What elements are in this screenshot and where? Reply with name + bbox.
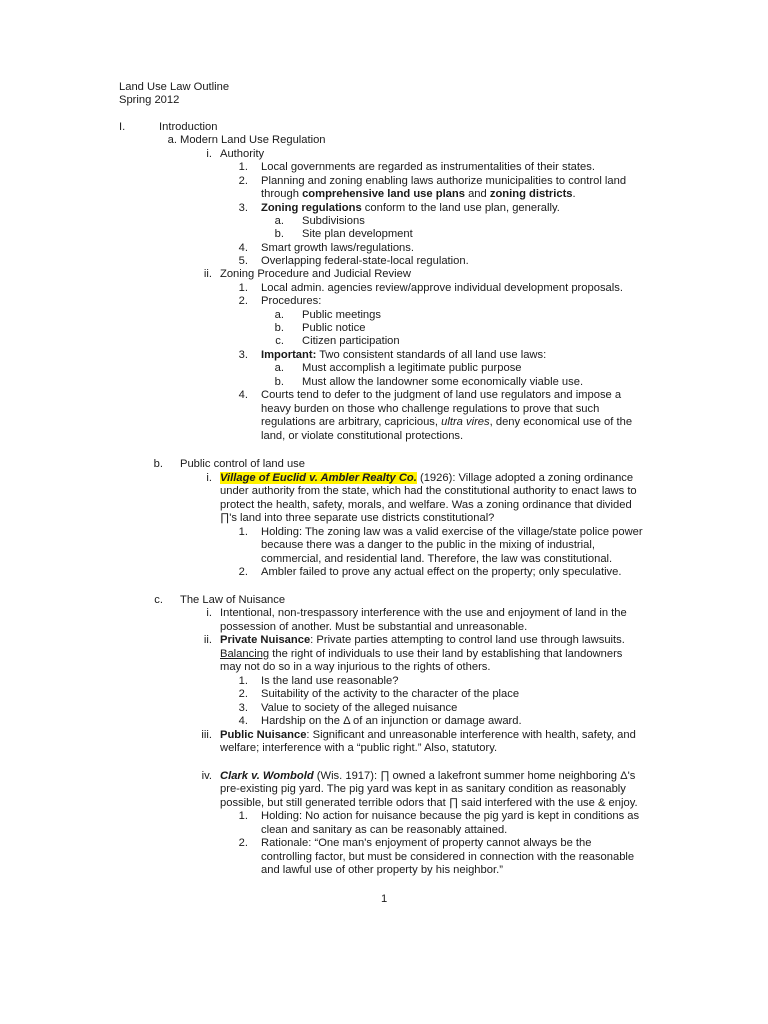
outline-marker: I. [119, 121, 126, 133]
outline-item-continued: through comprehensive land use plans and zoning districts. [261, 188, 576, 200]
outline-marker: c. [275, 335, 284, 347]
subsection-heading: The Law of Nuisance [180, 594, 286, 606]
outline-marker: 1. [238, 526, 248, 538]
outline-marker: 4. [238, 242, 248, 254]
outline-marker: 3. [238, 202, 248, 214]
outline-item-continued: protect the health, safety, morals, and welfare. Was a zoning ordinance that divided [220, 499, 632, 511]
highlighted-case-name: Village of Euclid v. Ambler Realty Co. [220, 472, 417, 484]
outline-item-continued: possible, but still generated terrible odors that ∏ said interfered with the use & enjoy. [220, 797, 638, 809]
outline-item-continued: because there was a danger to the public in the mixing of industrial, [261, 539, 595, 551]
outline-item: Site plan development [302, 228, 413, 240]
outline-marker: 1. [238, 282, 248, 294]
outline-item: Value to society of the alleged nuisance [261, 702, 458, 714]
page-number: 1 [381, 893, 388, 905]
outline-item: Holding: The zoning law was a valid exercise of the village/state police power [261, 526, 643, 538]
outline-marker: a. [274, 215, 284, 227]
outline-item: Zoning regulations conform to the land use plan, generally. [261, 202, 560, 214]
outline-marker: 2. [238, 837, 248, 849]
outline-item-continued: clean and sanitary as can be reasonably attained. [261, 824, 508, 836]
outline-item: Courts tend to defer to the judgment of land use regulators and impose a [261, 389, 622, 401]
outline-marker: i. [206, 148, 212, 160]
subsection-heading: Modern Land Use Regulation [180, 134, 326, 146]
outline-marker: a. [274, 362, 284, 374]
outline-item-continued: welfare; interference with a “public right.” Also, statutory. [220, 742, 498, 754]
outline-marker: 2. [238, 566, 248, 578]
outline-marker: b. [274, 322, 284, 334]
outline-marker: ii. [203, 268, 212, 280]
outline-item: Must accomplish a legitimate public purpose [302, 362, 522, 374]
outline-marker: 1. [238, 161, 248, 173]
outline-item: Public Nuisance: Significant and unreasonable interference with health, safety, and [220, 729, 636, 741]
outline-marker: iv. [201, 770, 212, 782]
outline-item: Planning and zoning enabling laws authorize municipalities to control land [261, 175, 627, 187]
outline-marker: i. [206, 472, 212, 484]
outline-item: Subdivisions [302, 215, 365, 227]
outline-marker: 4. [238, 389, 248, 401]
outline-marker: 2. [238, 295, 248, 307]
outline-item: Important: Two consistent standards of all land use laws: [261, 349, 547, 361]
outline-marker: 4. [238, 715, 248, 727]
outline-heading: Authority [220, 148, 265, 160]
outline-item: Holding: No action for nuisance because the pig yard is kept in conditions as [261, 810, 640, 822]
outline-item-continued: may not do so in a way injurious to the rights of others. [220, 661, 491, 673]
outline-item-continued: heavy burden on those who challenge regulations to prove that such [261, 403, 600, 415]
outline-item: Village of Euclid v. Ambler Realty Co. (1926): Village adopted a zoning ordinance [220, 472, 634, 484]
outline-item: Local governments are regarded as instrumentalities of their states. [261, 161, 595, 173]
outline-item: Procedures: [261, 295, 322, 307]
document-term: Spring 2012 [119, 94, 180, 106]
outline-marker: 5. [238, 255, 248, 267]
outline-item: Private Nuisance: Private parties attempting to control land use through lawsuits. [220, 634, 625, 646]
case-name: Clark v. Wombold [220, 770, 314, 782]
outline-marker: a. [274, 309, 284, 321]
outline-item: Citizen participation [302, 335, 400, 347]
outline-heading: Zoning Procedure and Judicial Review [220, 268, 411, 280]
outline-item: Smart growth laws/regulations. [261, 242, 414, 254]
outline-marker: 1. [238, 675, 248, 687]
subsection-heading: Public control of land use [180, 458, 306, 470]
outline-item-continued: land, or violate constitutional protections. [261, 430, 464, 442]
outline-marker: b. [274, 228, 284, 240]
outline-item: Public meetings [302, 309, 381, 321]
outline-item: Must allow the landowner some economically viable use. [302, 376, 584, 388]
outline-item: Public notice [302, 322, 366, 334]
outline-item-continued: under authority from the state, which had the constitutional authority to enact laws to [220, 485, 637, 497]
outline-item: Ambler failed to prove any actual effect on the property; only speculative. [261, 566, 622, 578]
outline-item: Suitability of the activity to the character of the place [261, 688, 520, 700]
outline-item: Rationale: “One man's enjoyment of property cannot always be the [261, 837, 592, 849]
outline-item: Local admin. agencies review/approve individual development proposals. [261, 282, 623, 294]
section-heading: Introduction [159, 121, 218, 133]
outline-item-continued: pre-existing pig yard. The pig yard was kept in as sanitary condition as reasonably [220, 783, 626, 795]
outline-item: Intentional, non-trespassory interference with the use and enjoyment of land in the [220, 607, 627, 619]
outline-item-continued: possession of another. Must be substantial and unreasonable. [220, 621, 528, 633]
outline-item: Is the land use reasonable? [261, 675, 399, 687]
outline-marker: b. [274, 376, 284, 388]
outline-marker: i. [206, 607, 212, 619]
document-title: Land Use Law Outline [119, 81, 230, 93]
outline-item-continued: regulations are arbitrary, capricious, ultra vires, deny economical use of the [261, 416, 633, 428]
outline-marker: c. [154, 594, 163, 606]
outline-item: Clark v. Wombold (Wis. 1917): ∏ owned a lakefront summer home neighboring Δ's [220, 770, 636, 782]
outline-marker: b. [153, 458, 163, 470]
outline-item: Overlapping federal-state-local regulation. [261, 255, 469, 267]
outline-marker: 2. [238, 175, 248, 187]
outline-marker: 1. [238, 810, 248, 822]
outline-item-continued: and lawful use of other property by his neighbor.” [261, 864, 503, 876]
outline-marker: 3. [238, 702, 248, 714]
outline-marker: a. [167, 134, 177, 146]
outline-item: Hardship on the Δ of an injunction or damage award. [261, 715, 522, 727]
outline-item-continued: Balancing the right of individuals to use their land by establishing that landowners [220, 648, 623, 660]
outline-item-continued: controlling factor, but must be considered in connection with the reasonable [261, 851, 635, 863]
outline-marker: iii. [201, 729, 212, 741]
outline-item-continued: ∏'s land into three separate use districts constitutional? [220, 512, 495, 524]
outline-marker: 2. [238, 688, 248, 700]
outline-item-continued: commercial, and residential land. Therefore, the law was constitutional. [261, 553, 613, 565]
outline-marker: ii. [203, 634, 212, 646]
outline-marker: 3. [238, 349, 248, 361]
